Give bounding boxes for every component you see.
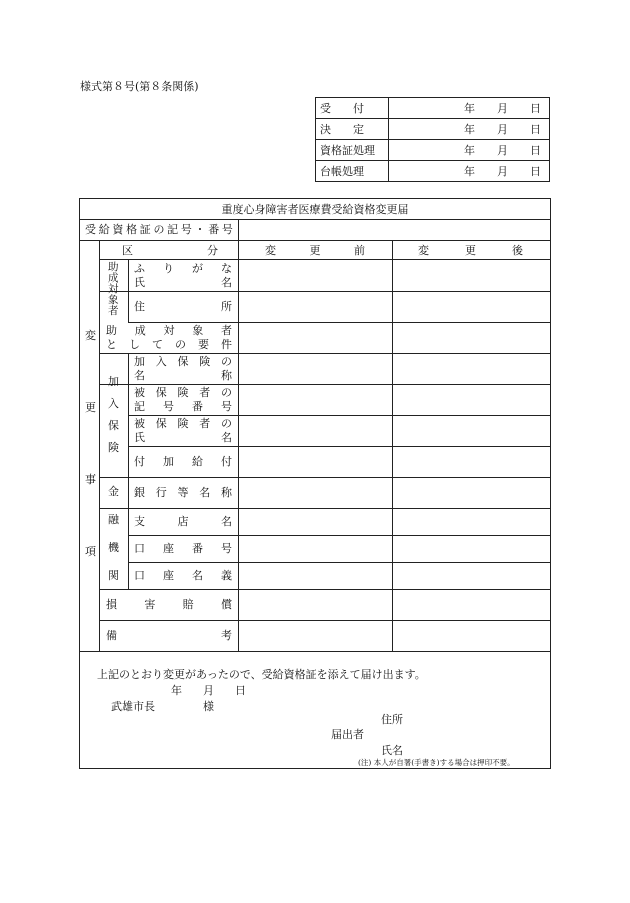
input-before-address[interactable] [239,292,391,321]
header-after: 変 更 後 [418,244,523,257]
cert-number-field[interactable] [239,220,550,239]
input-before-insurer[interactable] [239,354,391,383]
year-label: 年 [464,165,475,178]
input-after-address[interactable] [393,292,550,321]
month-label: 月 [497,144,508,157]
input-after-insurer[interactable] [393,354,550,383]
date-year-label: 年 [171,684,182,697]
input-after-insured-number[interactable] [393,385,550,414]
label-name: 氏 名 [134,276,232,289]
input-before-remarks[interactable] [239,621,391,650]
label-furigana: ふ り が な [134,262,232,275]
receipt-label: 資格証処理 [316,140,389,161]
input-before-requirement[interactable] [239,323,391,352]
input-after-insured-name[interactable] [393,416,550,445]
name-label: 氏名 [381,744,403,757]
form-title: 重度心身障害者医療費受給資格変更届 [221,203,409,216]
date-day-label: 日 [235,684,246,697]
receipt-label: 受 付 [316,98,389,119]
month-label: 月 [497,165,508,178]
addressee: 武雄市長 [111,700,155,713]
label-insured-name-line2: 氏 名 [134,431,232,444]
input-before-bank-name[interactable] [239,478,391,507]
input-before-account-holder[interactable] [239,563,391,588]
input-before-damages[interactable] [239,590,391,619]
group-finance: 金 融 機 関 [108,485,119,582]
input-after-account-holder[interactable] [393,563,550,588]
label-bank-name: 銀 行 等 名 称 [134,486,232,499]
receipt-row [316,119,550,140]
input-after-bank-name[interactable] [393,478,550,507]
receipt-row [316,98,550,119]
label-insurer-line1: 加 入 保 険 の [134,355,232,368]
receipt-box [315,97,550,182]
receipt-date-field[interactable] [389,119,550,140]
day-label: 日 [530,123,541,136]
group-insurance: 加 入 保 険 [108,375,119,454]
year-label: 年 [464,123,475,136]
label-insured-name-line1: 被 保 険 者 の [134,417,232,430]
label-additional-benefit: 付 加 給 付 [134,455,232,468]
seal-note: (注) 本人が自署(手書き)する場合は押印不要。 [358,758,515,767]
address-label: 住所 [381,713,403,726]
day-label: 日 [530,144,541,157]
honorific: 様 [203,700,214,713]
input-before-insured-name[interactable] [239,416,391,445]
input-after-furigana-name[interactable] [393,260,550,290]
input-before-account-number[interactable] [239,536,391,561]
input-after-branch[interactable] [393,509,550,534]
day-label: 日 [530,165,541,178]
label-insured-line1: 被 保 険 者 の [134,386,232,399]
year-label: 年 [464,144,475,157]
notifier-label: 届出者 [331,728,364,741]
receipt-row [316,161,550,182]
input-before-additional-benefit[interactable] [239,447,391,476]
label-account-holder: 口 座 名 義 [134,569,232,582]
label-address: 住 所 [134,300,232,313]
month-label: 月 [497,123,508,136]
receipt-label: 台帳処理 [316,161,389,182]
input-after-account-number[interactable] [393,536,550,561]
day-label: 日 [530,102,541,115]
receipt-date-field[interactable] [389,98,550,119]
date-month-label: 月 [203,684,214,697]
label-insurer-line2: 名 称 [134,369,232,382]
year-label: 年 [464,102,475,115]
input-after-damages[interactable] [393,590,550,619]
left-label-change-items: 変 更 事 項 [85,329,96,558]
label-requirement-line1: 助 成 対 象 者 [106,324,232,337]
month-label: 月 [497,102,508,115]
label-damages: 損 害 賠 償 [106,598,232,611]
label-requirement-line2: と し て の 要 件 [106,338,232,351]
header-category: 区 分 [122,244,218,257]
input-before-insured-number[interactable] [239,385,391,414]
input-before-furigana-name[interactable] [239,260,391,290]
label-account-number: 口 座 番 号 [134,542,232,555]
header-before: 変 更 前 [265,244,365,257]
receipt-label: 決 定 [316,119,389,140]
input-after-additional-benefit[interactable] [393,447,550,476]
input-after-remarks[interactable] [393,621,550,650]
label-remarks: 備 考 [106,629,232,642]
form-number: 様式第８号(第８条関係) [80,80,199,93]
receipt-date-field[interactable] [389,140,550,161]
label-insured-line2: 記 号 番 号 [134,400,232,413]
cert-number-label: 受 給 資 格 証 の 記 号 ・ 番 号 [85,223,233,236]
label-branch: 支 店 名 [134,515,232,528]
declaration-statement: 上記のとおり変更があったので、受給資格証を添えて届け出ます。 [97,668,426,681]
receipt-date-field[interactable] [389,161,550,182]
group-recipient: 助 成 対 象 者 [108,261,119,317]
input-after-requirement[interactable] [393,323,550,352]
input-before-branch[interactable] [239,509,391,534]
receipt-row [316,140,550,161]
